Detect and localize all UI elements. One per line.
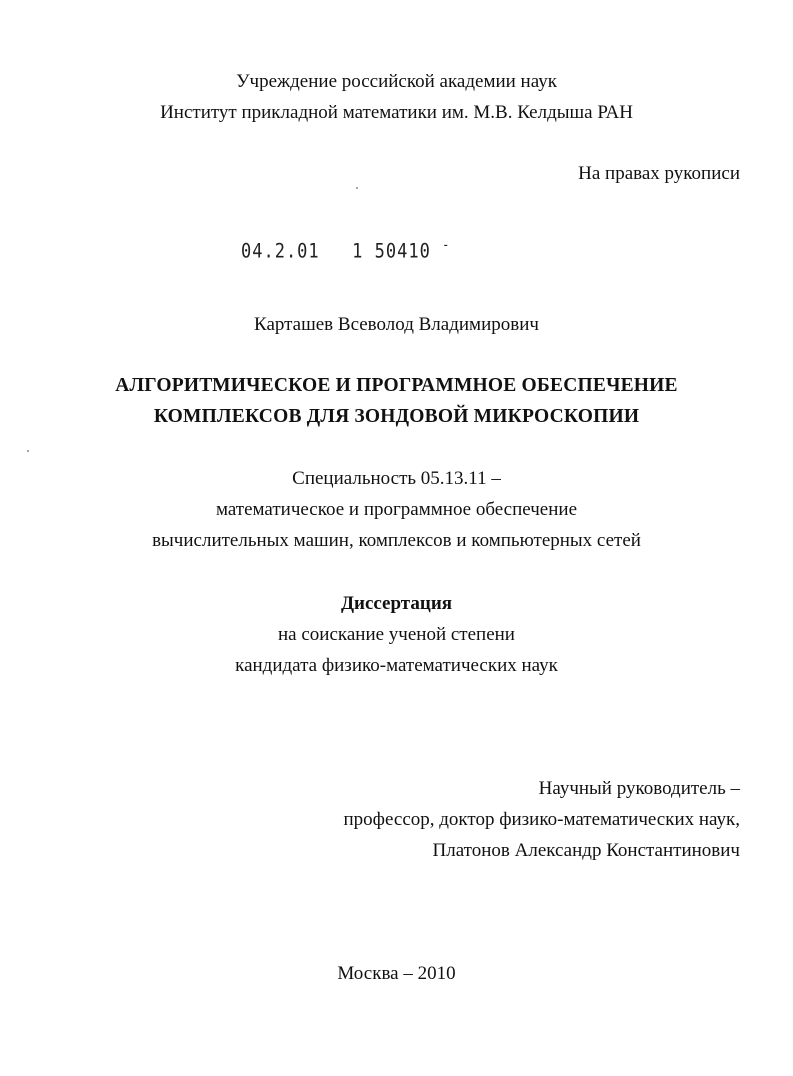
specialty-line-2: математическое и программное обеспечение: [215, 499, 578, 520]
title-line-1: АЛГОРИТМИЧЕСКОЕ И ПРОГРАММНОЕ ОБЕСПЕЧЕНИЕ: [115, 375, 678, 396]
scan-speck: [356, 187, 358, 189]
supervisor-name: Платонов Александр Константинович: [432, 840, 740, 861]
title-line-2: КОМПЛЕКСОВ ДЛЯ ЗОНДОВОЙ МИКРОСКОПИИ: [153, 406, 640, 427]
city-year: Москва – 2010: [337, 963, 456, 984]
author-name: Карташев Всеволод Владимирович: [254, 314, 539, 335]
degree-line-1: на соискание ученой степени: [278, 624, 515, 645]
supervisor-label: Научный руководитель –: [538, 778, 740, 799]
institution-line-2: Институт прикладной математики им. М.В. Келдыша РАН: [160, 102, 633, 123]
stamp-date-code: 04.2.01: [241, 240, 320, 264]
rights-note: На правах рукописи: [578, 163, 740, 184]
supervisor-degree: профессор, доктор физико-математических наук,: [343, 809, 740, 830]
institution-line-1: Учреждение российской академии наук: [236, 71, 557, 92]
archive-stamp: [241, 238, 450, 267]
stamp-number: 1 50410: [352, 240, 431, 264]
work-type-label: Диссертация: [340, 593, 453, 614]
scan-speck: [27, 450, 29, 452]
specialty-line-1: Специальность 05.13.11 –: [292, 468, 501, 489]
specialty-line-3: вычислительных машин, комплексов и компьютерных сетей: [152, 530, 641, 551]
stamp-mark: -: [442, 236, 451, 253]
degree-line-2: кандидата физико-математических наук: [235, 655, 558, 676]
